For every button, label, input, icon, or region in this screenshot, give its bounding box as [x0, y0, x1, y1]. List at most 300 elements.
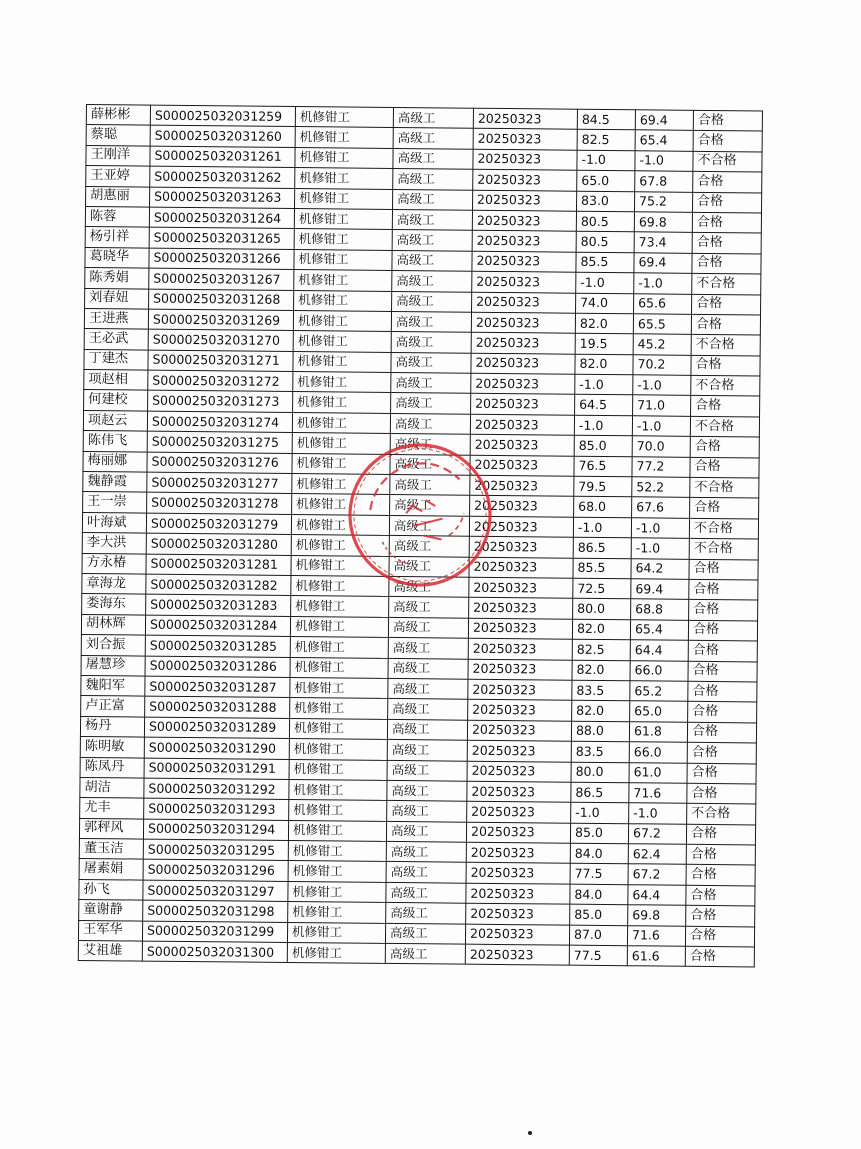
- exam-date-cell: 20250323: [465, 944, 569, 965]
- occupation-cell: 机修钳工: [293, 372, 391, 393]
- result-cell: 合格: [692, 192, 761, 213]
- occupation-cell: 机修钳工: [295, 147, 393, 168]
- level-cell: 高级工: [390, 474, 470, 495]
- cert-number-cell: S000025032031261: [150, 146, 295, 168]
- practical-score-cell: -1.0: [632, 416, 690, 437]
- practical-score-cell: 66.0: [630, 660, 688, 681]
- cert-number-cell: S000025032031266: [149, 248, 294, 270]
- result-cell: 合格: [686, 844, 755, 865]
- level-cell: 高级工: [391, 311, 471, 332]
- occupation-cell: 机修钳工: [294, 290, 392, 311]
- cert-number-cell: S000025032031287: [145, 676, 290, 698]
- level-cell: 高级工: [391, 393, 471, 414]
- level-cell: 高级工: [390, 434, 470, 455]
- result-cell: 合格: [692, 294, 761, 315]
- name-cell: 屠慧珍: [81, 655, 145, 676]
- name-cell: 魏静霞: [83, 472, 147, 493]
- exam-date-cell: 20250323: [467, 781, 571, 802]
- name-cell: 童谢静: [79, 900, 143, 921]
- level-cell: 高级工: [393, 107, 473, 128]
- cert-number-cell: S000025032031271: [148, 350, 293, 372]
- cert-number-cell: S000025032031265: [149, 227, 294, 249]
- level-cell: 高级工: [388, 678, 468, 699]
- practical-score-cell: 65.5: [633, 314, 691, 335]
- occupation-cell: 机修钳工: [288, 881, 386, 902]
- practical-score-cell: 67.8: [635, 171, 693, 192]
- name-cell: 葛晓华: [85, 247, 149, 268]
- cert-number-cell: S000025032031277: [147, 472, 292, 494]
- name-cell: 董玉洁: [79, 839, 143, 860]
- theory-score-cell: 86.5: [571, 782, 629, 803]
- theory-score-cell: 83.0: [576, 191, 634, 212]
- name-cell: 陈蓉: [85, 206, 149, 227]
- theory-score-cell: -1.0: [571, 802, 629, 823]
- theory-score-cell: 82.0: [572, 701, 630, 722]
- practical-score-cell: 69.4: [634, 253, 692, 274]
- name-cell: 屠素娟: [79, 859, 143, 880]
- cert-number-cell: S000025032031299: [142, 921, 287, 943]
- name-cell: 魏阳军: [81, 675, 145, 696]
- theory-score-cell: 88.0: [571, 721, 629, 742]
- level-cell: 高级工: [392, 250, 472, 271]
- name-cell: 胡林辉: [81, 614, 145, 635]
- cert-number-cell: S000025032031279: [146, 513, 291, 535]
- name-cell: 王一崇: [83, 492, 147, 513]
- result-cell: 合格: [688, 661, 757, 682]
- exam-date-cell: 20250323: [466, 863, 570, 884]
- result-cell: 合格: [687, 783, 756, 804]
- cert-number-cell: S000025032031270: [148, 329, 293, 351]
- practical-score-cell: 71.6: [627, 925, 685, 946]
- occupation-cell: 机修钳工: [289, 718, 387, 739]
- name-cell: 尤丰: [80, 798, 144, 819]
- name-cell: 孙飞: [79, 879, 143, 900]
- name-cell: 王亚婷: [86, 166, 150, 187]
- theory-score-cell: 80.0: [573, 599, 631, 620]
- cert-number-cell: S000025032031300: [142, 941, 287, 963]
- level-cell: 高级工: [393, 128, 473, 149]
- theory-score-cell: 65.0: [577, 170, 635, 191]
- result-cell: 合格: [685, 926, 754, 947]
- cert-number-cell: S000025032031282: [146, 574, 291, 596]
- exam-date-cell: 20250323: [470, 434, 574, 455]
- cert-number-cell: S000025032031295: [143, 839, 288, 861]
- practical-score-cell: 70.2: [633, 354, 691, 375]
- occupation-cell: 机修钳工: [288, 820, 386, 841]
- exam-date-cell: 20250323: [470, 475, 574, 496]
- occupation-cell: 机修钳工: [295, 107, 393, 128]
- result-cell: 不合格: [690, 416, 759, 437]
- cert-number-cell: S000025032031267: [149, 268, 294, 290]
- cert-number-cell: S000025032031288: [145, 696, 290, 718]
- name-cell: 王必武: [84, 329, 148, 350]
- cert-number-cell: S000025032031268: [149, 289, 294, 311]
- level-cell: 高级工: [385, 943, 465, 964]
- name-cell: 杨丹: [80, 716, 144, 737]
- cert-number-cell: S000025032031264: [149, 207, 294, 229]
- practical-score-cell: 64.4: [630, 640, 688, 661]
- result-cell: 合格: [689, 600, 758, 621]
- name-cell: 卢正富: [81, 696, 145, 717]
- result-cell: 合格: [692, 233, 761, 254]
- occupation-cell: 机修钳工: [295, 127, 393, 148]
- occupation-cell: 机修钳工: [294, 229, 392, 250]
- result-cell: 合格: [692, 253, 761, 274]
- level-cell: 高级工: [392, 209, 472, 230]
- result-cell: 合格: [687, 742, 756, 763]
- exam-date-cell: 20250323: [473, 129, 577, 150]
- name-cell: 王刚洋: [86, 145, 150, 166]
- exam-date-cell: 20250323: [466, 842, 570, 863]
- result-cell: 合格: [690, 437, 759, 458]
- level-cell: 高级工: [387, 740, 467, 761]
- theory-score-cell: 83.5: [572, 680, 630, 701]
- occupation-cell: 机修钳工: [294, 270, 392, 291]
- exam-date-cell: 20250323: [465, 924, 569, 945]
- theory-score-cell: 82.5: [572, 639, 630, 660]
- exam-date-cell: 20250323: [472, 231, 576, 252]
- name-cell: 李大洪: [82, 533, 146, 554]
- theory-score-cell: 77.5: [569, 945, 627, 966]
- occupation-cell: 机修钳工: [290, 698, 388, 719]
- name-cell: 陈秀娟: [85, 268, 149, 289]
- exam-date-cell: 20250323: [467, 801, 571, 822]
- cert-number-cell: S000025032031293: [144, 798, 289, 820]
- occupation-cell: 机修钳工: [288, 861, 386, 882]
- level-cell: 高级工: [391, 373, 471, 394]
- result-cell: 合格: [691, 314, 760, 335]
- exam-date-cell: 20250323: [469, 577, 573, 598]
- theory-score-cell: 83.5: [571, 741, 629, 762]
- cert-number-cell: S000025032031286: [145, 656, 290, 678]
- result-cell: 不合格: [692, 273, 761, 294]
- result-cell: 合格: [693, 172, 762, 193]
- occupation-cell: 机修钳工: [291, 535, 389, 556]
- exam-date-cell: 20250323: [472, 210, 576, 231]
- exam-date-cell: 20250323: [470, 455, 574, 476]
- level-cell: 高级工: [392, 230, 472, 251]
- exam-date-cell: 20250323: [467, 720, 571, 741]
- practical-score-cell: 67.2: [628, 823, 686, 844]
- practical-score-cell: 64.4: [628, 885, 686, 906]
- occupation-cell: 机修钳工: [290, 637, 388, 658]
- level-cell: 高级工: [387, 760, 467, 781]
- level-cell: 高级工: [386, 821, 466, 842]
- name-cell: 章海龙: [82, 573, 146, 594]
- theory-score-cell: 19.5: [575, 334, 633, 355]
- level-cell: 高级工: [389, 556, 469, 577]
- cert-number-cell: S000025032031284: [145, 615, 290, 637]
- result-cell: 合格: [692, 212, 761, 233]
- practical-score-cell: 66.0: [629, 742, 687, 763]
- exam-date-cell: 20250323: [473, 149, 577, 170]
- exam-date-cell: 20250323: [472, 271, 576, 292]
- level-cell: 高级工: [389, 536, 469, 557]
- theory-score-cell: 85.0: [570, 823, 628, 844]
- name-cell: 娄海东: [82, 594, 146, 615]
- occupation-cell: 机修钳工: [294, 249, 392, 270]
- name-cell: 项赵相: [84, 370, 148, 391]
- cert-number-cell: S000025032031290: [144, 737, 289, 759]
- level-cell: 高级工: [390, 495, 470, 516]
- theory-score-cell: 82.0: [572, 660, 630, 681]
- exam-date-cell: 20250323: [472, 251, 576, 272]
- practical-score-cell: 62.4: [628, 844, 686, 865]
- level-cell: 高级工: [390, 454, 470, 475]
- practical-score-cell: 73.4: [634, 232, 692, 253]
- exam-date-cell: 20250323: [469, 598, 573, 619]
- practical-score-cell: -1.0: [629, 803, 687, 824]
- exam-date-cell: 20250323: [471, 373, 575, 394]
- practical-score-cell: -1.0: [633, 375, 691, 396]
- exam-date-cell: 20250323: [468, 638, 572, 659]
- practical-score-cell: 65.6: [634, 293, 692, 314]
- theory-score-cell: 85.0: [570, 904, 628, 925]
- level-cell: 高级工: [386, 882, 466, 903]
- theory-score-cell: 84.0: [570, 843, 628, 864]
- occupation-cell: 机修钳工: [289, 759, 387, 780]
- result-cell: 合格: [688, 681, 757, 702]
- theory-score-cell: 85.5: [573, 558, 631, 579]
- exam-date-cell: 20250323: [471, 333, 575, 354]
- occupation-cell: 机修钳工: [290, 677, 388, 698]
- exam-date-cell: 20250323: [473, 108, 577, 129]
- occupation-cell: 机修钳工: [292, 494, 390, 515]
- exam-date-cell: 20250323: [466, 883, 570, 904]
- result-cell: 合格: [693, 131, 762, 152]
- theory-score-cell: 85.0: [574, 435, 632, 456]
- practical-score-cell: 69.8: [628, 905, 686, 926]
- occupation-cell: 机修钳工: [291, 514, 389, 535]
- result-cell: 不合格: [689, 539, 758, 560]
- occupation-cell: 机修钳工: [294, 208, 392, 229]
- theory-score-cell: -1.0: [573, 517, 631, 538]
- exam-date-cell: 20250323: [472, 190, 576, 211]
- practical-score-cell: 68.8: [631, 599, 689, 620]
- result-cell: 合格: [689, 559, 758, 580]
- level-cell: 高级工: [389, 515, 469, 536]
- cert-number-cell: S000025032031259: [150, 105, 295, 127]
- theory-score-cell: 86.5: [573, 537, 631, 558]
- exam-date-cell: 20250323: [468, 679, 572, 700]
- result-cell: 不合格: [693, 151, 762, 172]
- occupation-cell: 机修钳工: [288, 902, 386, 923]
- level-cell: 高级工: [385, 923, 465, 944]
- theory-score-cell: 82.0: [575, 354, 633, 375]
- theory-score-cell: 82.0: [575, 313, 633, 334]
- result-cell: 合格: [691, 396, 760, 417]
- occupation-cell: 机修钳工: [293, 310, 391, 331]
- results-table-body: [78, 105, 762, 968]
- practical-score-cell: 65.2: [630, 681, 688, 702]
- name-cell: 何建校: [84, 390, 148, 411]
- name-cell: 王军华: [78, 920, 142, 941]
- result-cell: 不合格: [691, 375, 760, 396]
- theory-score-cell: -1.0: [574, 415, 632, 436]
- result-cell: 合格: [688, 702, 757, 723]
- level-cell: 高级工: [387, 719, 467, 740]
- level-cell: 高级工: [393, 169, 473, 190]
- practical-score-cell: 65.0: [630, 701, 688, 722]
- theory-score-cell: 68.0: [574, 497, 632, 518]
- cert-number-cell: S000025032031278: [147, 493, 292, 515]
- name-cell: 方永椿: [82, 553, 146, 574]
- name-cell: 刘春妞: [85, 288, 149, 309]
- theory-score-cell: 85.5: [576, 252, 634, 273]
- name-cell: 薛彬彬: [86, 105, 150, 126]
- name-cell: 叶海斌: [82, 512, 146, 533]
- practical-score-cell: 67.2: [628, 864, 686, 885]
- result-cell: 合格: [688, 640, 757, 661]
- occupation-cell: 机修钳工: [292, 474, 390, 495]
- practical-score-cell: 69.8: [634, 212, 692, 233]
- theory-score-cell: 82.5: [577, 130, 635, 151]
- level-cell: 高级工: [391, 332, 471, 353]
- cert-number-cell: S000025032031274: [147, 411, 292, 433]
- result-cell: 合格: [688, 620, 757, 641]
- practical-score-cell: 69.4: [631, 579, 689, 600]
- result-cell: 合格: [686, 824, 755, 845]
- cert-number-cell: S000025032031292: [144, 778, 289, 800]
- level-cell: 高级工: [389, 576, 469, 597]
- theory-score-cell: 80.5: [576, 211, 634, 232]
- cert-number-cell: S000025032031291: [144, 758, 289, 780]
- practical-score-cell: 65.4: [630, 620, 688, 641]
- cert-number-cell: S000025032031262: [150, 166, 295, 188]
- result-cell: 合格: [686, 865, 755, 886]
- result-cell: 不合格: [689, 518, 758, 539]
- occupation-cell: 机修钳工: [295, 168, 393, 189]
- occupation-cell: 机修钳工: [289, 739, 387, 760]
- practical-score-cell: -1.0: [634, 273, 692, 294]
- cert-number-cell: S000025032031297: [143, 880, 288, 902]
- result-cell: 合格: [685, 946, 754, 967]
- theory-score-cell: -1.0: [577, 150, 635, 171]
- results-table: [78, 104, 763, 968]
- practical-score-cell: 65.4: [635, 130, 693, 151]
- theory-score-cell: 77.5: [570, 864, 628, 885]
- exam-date-cell: 20250323: [470, 496, 574, 517]
- cert-number-cell: S000025032031294: [143, 819, 288, 841]
- result-cell: 不合格: [687, 804, 756, 825]
- result-cell: 合格: [691, 355, 760, 376]
- cert-number-cell: S000025032031275: [147, 431, 292, 453]
- exam-date-cell: 20250323: [468, 700, 572, 721]
- occupation-cell: 机修钳工: [291, 596, 389, 617]
- theory-score-cell: -1.0: [576, 272, 634, 293]
- theory-score-cell: 64.5: [575, 395, 633, 416]
- practical-score-cell: 71.0: [633, 395, 691, 416]
- name-cell: 丁建杰: [84, 349, 148, 370]
- practical-score-cell: 61.0: [629, 762, 687, 783]
- cert-number-cell: S000025032031296: [143, 860, 288, 882]
- theory-score-cell: 72.5: [573, 578, 631, 599]
- level-cell: 高级工: [388, 658, 468, 679]
- theory-score-cell: 76.5: [574, 456, 632, 477]
- exam-date-cell: 20250323: [466, 822, 570, 843]
- exam-date-cell: 20250323: [468, 618, 572, 639]
- practical-score-cell: -1.0: [631, 518, 689, 539]
- occupation-cell: 机修钳工: [290, 616, 388, 637]
- cert-number-cell: S000025032031273: [148, 391, 293, 413]
- occupation-cell: 机修钳工: [289, 779, 387, 800]
- name-cell: 王进燕: [84, 308, 148, 329]
- practical-score-cell: 69.4: [635, 110, 693, 131]
- result-cell: 合格: [686, 906, 755, 927]
- occupation-cell: 机修钳工: [288, 841, 386, 862]
- practical-score-cell: 64.2: [631, 558, 689, 579]
- level-cell: 高级工: [387, 780, 467, 801]
- practical-score-cell: 61.6: [627, 946, 685, 967]
- result-cell: 不合格: [690, 477, 759, 498]
- cert-number-cell: S000025032031283: [146, 594, 291, 616]
- level-cell: 高级工: [392, 271, 472, 292]
- theory-score-cell: 84.0: [570, 884, 628, 905]
- result-cell: 不合格: [691, 335, 760, 356]
- cert-number-cell: S000025032031281: [146, 554, 291, 576]
- cert-number-cell: S000025032031298: [143, 900, 288, 922]
- occupation-cell: 机修钳工: [295, 188, 393, 209]
- cert-number-cell: S000025032031272: [148, 370, 293, 392]
- occupation-cell: 机修钳工: [292, 412, 390, 433]
- cert-number-cell: S000025032031280: [146, 533, 291, 555]
- name-cell: 胡洁: [80, 777, 144, 798]
- practical-score-cell: -1.0: [631, 538, 689, 559]
- name-cell: 蔡聪: [86, 125, 150, 146]
- level-cell: 高级工: [389, 597, 469, 618]
- exam-date-cell: 20250323: [471, 353, 575, 374]
- cert-number-cell: S000025032031263: [150, 187, 295, 209]
- occupation-cell: 机修钳工: [291, 555, 389, 576]
- practical-score-cell: 70.0: [632, 436, 690, 457]
- practical-score-cell: 71.6: [629, 783, 687, 804]
- level-cell: 高级工: [390, 413, 470, 434]
- exam-date-cell: 20250323: [469, 516, 573, 537]
- name-cell: 刘合振: [81, 635, 145, 656]
- scan-speck: [528, 1131, 532, 1135]
- name-cell: 项赵云: [83, 410, 147, 431]
- practical-score-cell: 77.2: [632, 456, 690, 477]
- practical-score-cell: 75.2: [634, 191, 692, 212]
- cert-number-cell: S000025032031276: [147, 452, 292, 474]
- practical-score-cell: 45.2: [633, 334, 691, 355]
- exam-date-cell: 20250323: [467, 740, 571, 761]
- level-cell: 高级工: [391, 352, 471, 373]
- practical-score-cell: -1.0: [635, 151, 693, 172]
- exam-date-cell: 20250323: [472, 292, 576, 313]
- occupation-cell: 机修钳工: [293, 331, 391, 352]
- name-cell: 梅丽娜: [83, 451, 147, 472]
- name-cell: 陈凤丹: [80, 757, 144, 778]
- occupation-cell: 机修钳工: [292, 453, 390, 474]
- occupation-cell: 机修钳工: [287, 922, 385, 943]
- level-cell: 高级工: [388, 699, 468, 720]
- name-cell: 胡惠丽: [86, 186, 150, 207]
- level-cell: 高级工: [388, 617, 468, 638]
- level-cell: 高级工: [388, 638, 468, 659]
- occupation-cell: 机修钳工: [293, 392, 391, 413]
- cert-number-cell: S000025032031269: [148, 309, 293, 331]
- exam-date-cell: 20250323: [469, 557, 573, 578]
- practical-score-cell: 52.2: [632, 477, 690, 498]
- theory-score-cell: 82.0: [572, 619, 630, 640]
- level-cell: 高级工: [387, 801, 467, 822]
- name-cell: 杨引祥: [85, 227, 149, 248]
- level-cell: 高级工: [386, 862, 466, 883]
- name-cell: 艾祖雄: [78, 940, 142, 961]
- exam-date-cell: 20250323: [469, 536, 573, 557]
- level-cell: 高级工: [392, 291, 472, 312]
